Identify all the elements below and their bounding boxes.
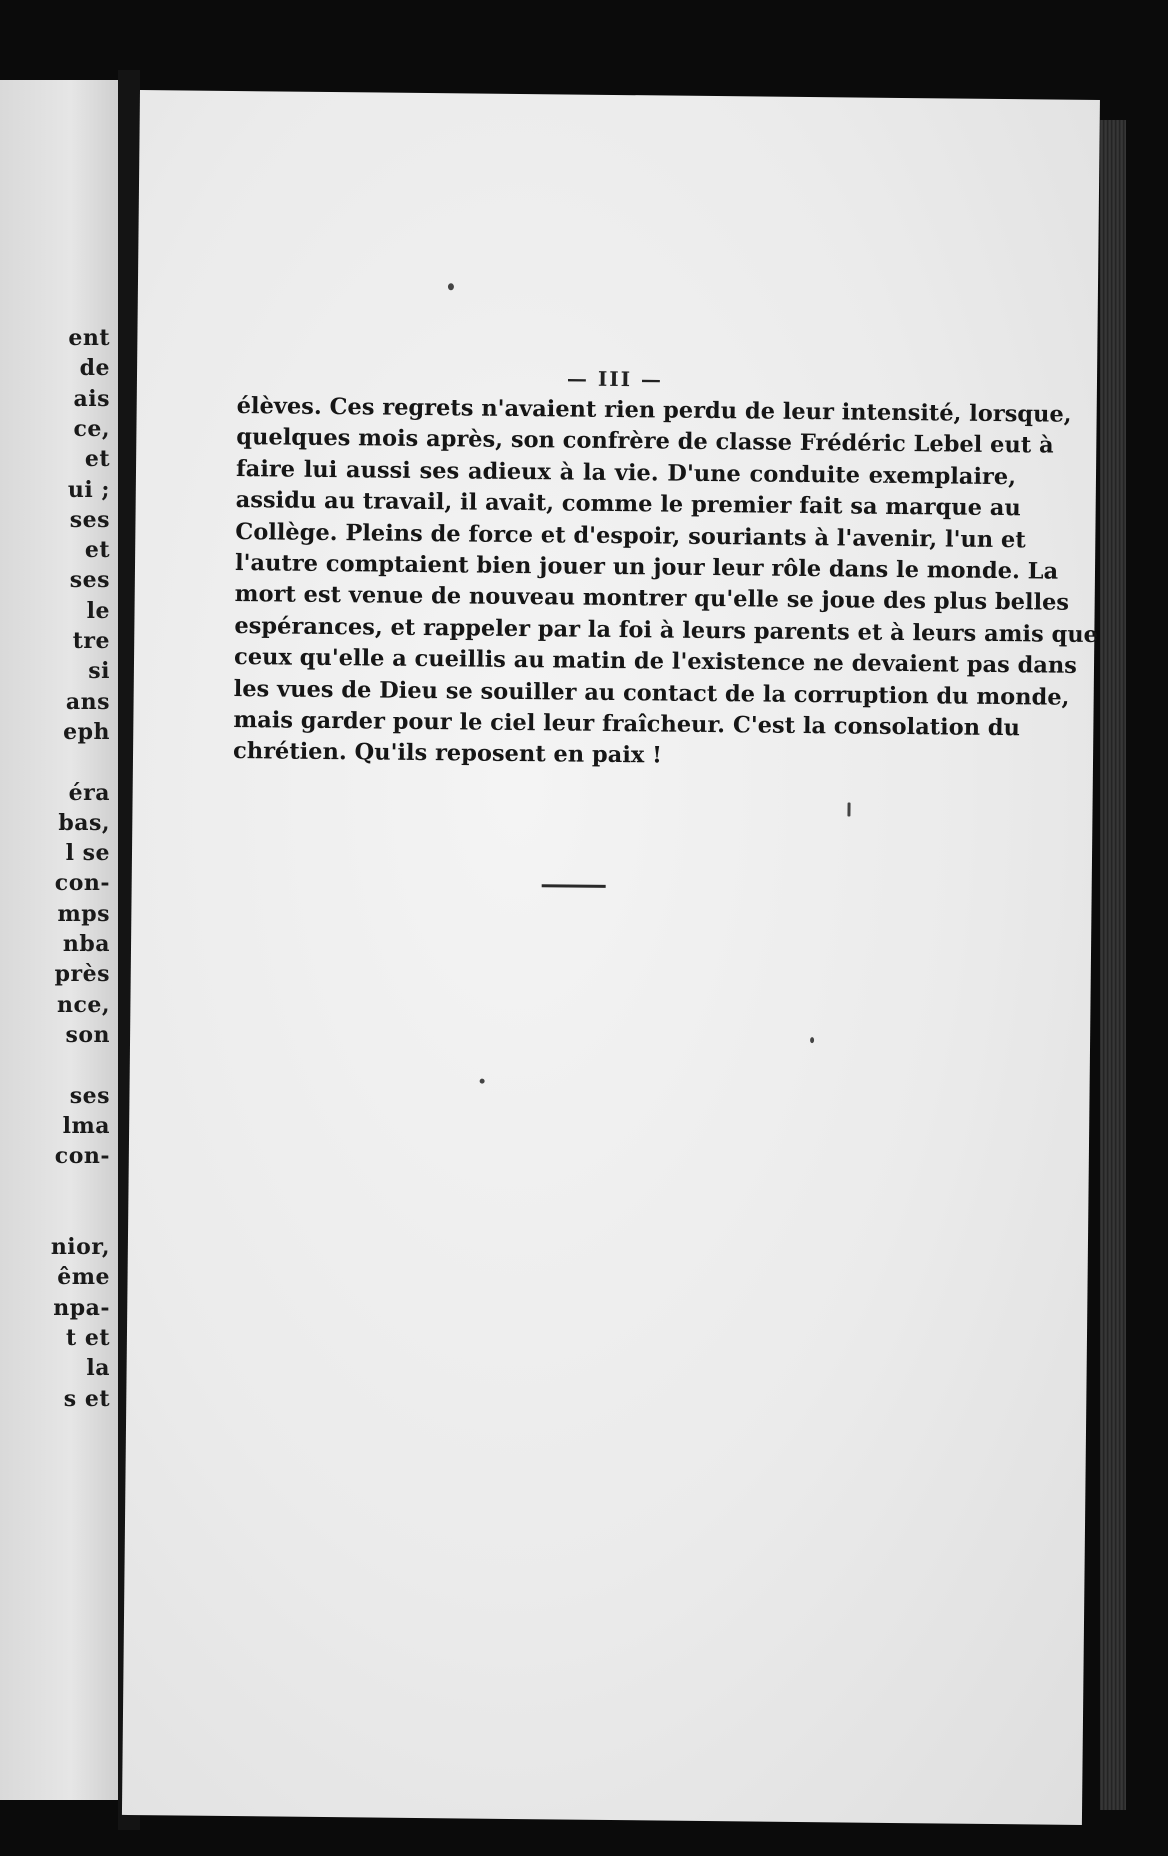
left-page-line: t et bbox=[66, 1324, 110, 1351]
left-page-line: éra bbox=[68, 779, 110, 806]
left-page-line: ses bbox=[69, 567, 110, 594]
left-page-line: près bbox=[54, 961, 110, 988]
text-line: mais garder pour le ciel leur fraîcheur. C'est la consolation du bbox=[233, 707, 1021, 742]
left-page-line: ce, bbox=[73, 415, 110, 442]
left-page-line: s et bbox=[63, 1385, 110, 1412]
left-page-line: tre bbox=[72, 628, 110, 654]
left-page-line: et bbox=[84, 446, 110, 473]
text-line: ceux qu'elle a cueillis au matin de l'existence ne devaient pas dans bbox=[233, 644, 1078, 680]
left-page-line: con- bbox=[54, 1143, 110, 1170]
left-page-line: mps bbox=[57, 900, 110, 927]
left-page-line: nior, bbox=[50, 1234, 110, 1260]
left-page-line: npa- bbox=[53, 1294, 110, 1321]
scan-speck bbox=[448, 283, 454, 290]
left-page-line: eph bbox=[63, 718, 110, 745]
text-line: Collège. Pleins de force et d'espoir, souriants à l'avenir, l'un et bbox=[235, 518, 1026, 553]
left-page-line: bas, bbox=[58, 809, 110, 836]
text-line: mort est venue de nouveau montrer qu'elle se joue des plus belles bbox=[234, 581, 1070, 617]
left-page-line: de bbox=[79, 355, 110, 382]
scan-speck bbox=[847, 802, 850, 816]
left-page-line: ans bbox=[65, 688, 110, 715]
left-page-line: ême bbox=[57, 1264, 110, 1291]
page-stack-edge bbox=[1100, 120, 1126, 1810]
text-line: élèves. Ces regrets n'avaient rien perdu de leur intensité, lorsque, bbox=[236, 393, 1072, 428]
left-page-line: ui ; bbox=[67, 476, 110, 503]
main-page bbox=[122, 90, 1100, 1825]
left-page-line: et bbox=[84, 537, 110, 564]
text-line: l'autre comptaient bien jouer un jour leur rôle dans le monde. La bbox=[234, 550, 1059, 585]
left-page-line: ses bbox=[69, 1082, 110, 1109]
body-text bbox=[232, 391, 1099, 776]
left-page-line: la bbox=[86, 1355, 110, 1382]
left-page-line: le bbox=[86, 597, 110, 624]
page-number: — III — bbox=[566, 366, 664, 392]
left-page-line: nce, bbox=[56, 991, 110, 1018]
closing-rule bbox=[542, 884, 606, 888]
left-page-line: ent bbox=[68, 325, 110, 351]
text-line: quelques mois après, son confrère de classe Frédéric Lebel eut à bbox=[236, 424, 1054, 459]
left-page-line: nba bbox=[62, 931, 110, 957]
scan-speck bbox=[480, 1079, 485, 1084]
left-page-line: ses bbox=[69, 506, 110, 533]
left-page-line: si bbox=[88, 658, 110, 685]
text-line: faire lui aussi ses adieux à la vie. D'une conduite exemplaire, bbox=[235, 455, 1017, 491]
text-line: les vues de Dieu se souiller au contact de la corruption du monde, bbox=[233, 675, 1070, 711]
text-line: espérances, et rappeler par la foi à leurs parents et à leurs amis que bbox=[234, 612, 1099, 648]
left-page-fragment bbox=[0, 80, 118, 1800]
text-line: chrétien. Qu'ils reposent en paix ! bbox=[232, 738, 663, 769]
left-page-line: son bbox=[65, 1021, 110, 1048]
left-page-line: lma bbox=[62, 1112, 110, 1139]
text-line: assidu au travail, il avait, comme le premier fait sa marque au bbox=[235, 487, 1021, 522]
left-page-line: con- bbox=[54, 870, 110, 897]
left-page-line: l se bbox=[65, 840, 110, 867]
left-page-line: ais bbox=[73, 385, 110, 412]
scan-speck bbox=[810, 1037, 814, 1043]
